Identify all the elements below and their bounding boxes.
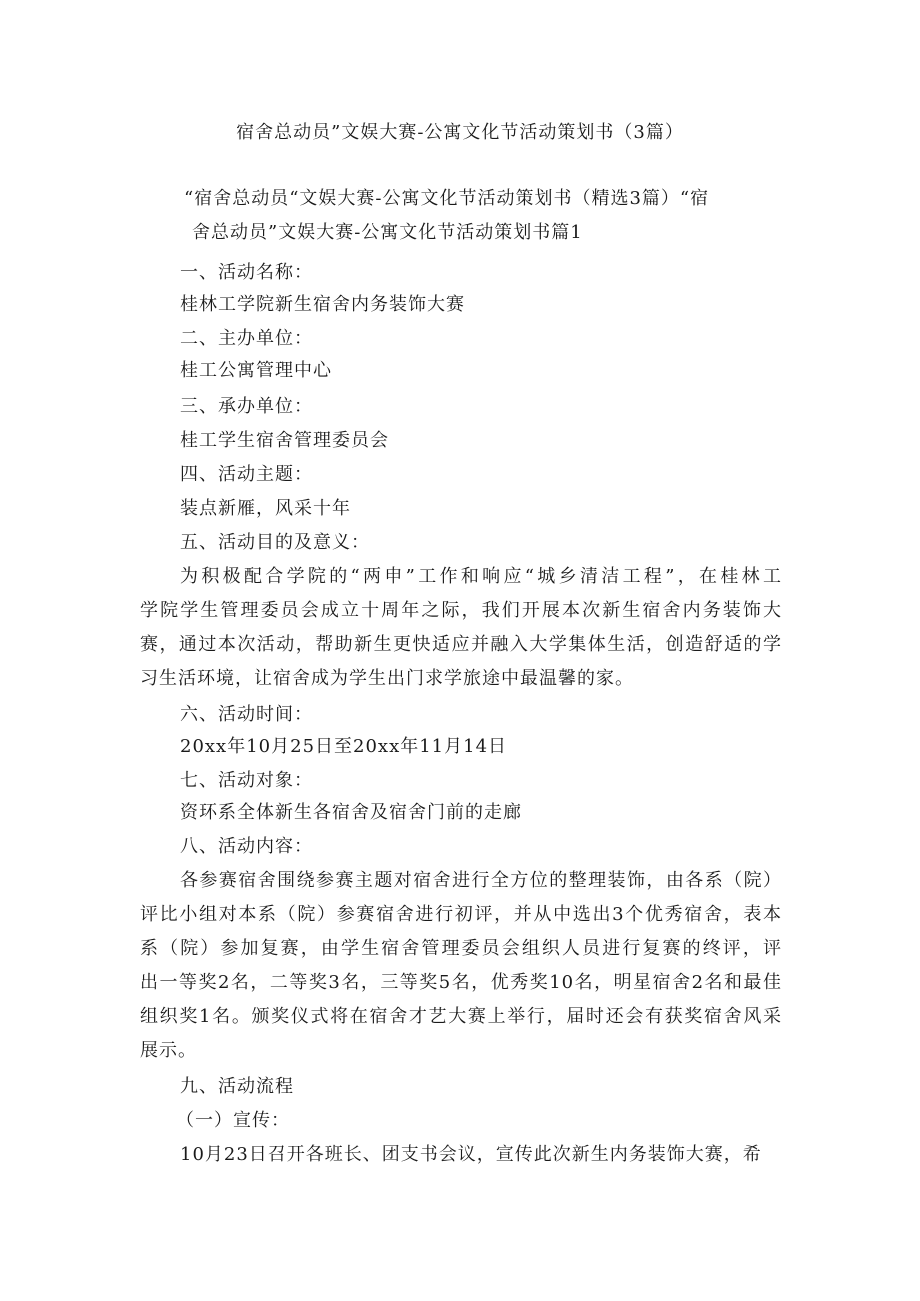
heading-participants: 七、活动对象：	[180, 770, 313, 791]
value-theme: 装点新雁，风采十年	[180, 498, 351, 519]
content-line-6: 展示。	[140, 1040, 197, 1061]
value-activity-name: 桂林工学院新生宿舍内务装饰大赛	[180, 294, 465, 315]
content-line-4: 出一等奖2名，二等奖3名，三等奖5名，优秀奖10名，明星宿舍2名和最佳	[140, 972, 782, 993]
heading-content: 八、活动内容：	[180, 836, 313, 857]
intro-paragraph	[184, 182, 784, 250]
purpose-paragraph	[140, 560, 782, 696]
value-organizer: 桂工公寓管理中心	[180, 360, 332, 381]
heading-co-organizer: 三、承办单位：	[180, 396, 313, 417]
content-paragraph	[140, 864, 782, 1068]
value-participants: 资环系全体新生各宿舍及宿舍门前的走廊	[180, 802, 522, 823]
document-title: 宿舍总动员”文娱大赛-公寓文化节活动策划书（3篇）	[236, 122, 684, 143]
content-line-1: 各参赛宿舍围绕参赛主题对宿舍进行全方位的整理装饰，由各系（院）	[180, 870, 782, 891]
intro-line-1: “宿舍总动员“文娱大赛-公寓文化节活动策划书（精选3篇）“宿	[184, 188, 710, 209]
heading-time: 六、活动时间：	[180, 704, 313, 725]
publicity-paragraph-line-1: 10月23日召开各班长、团支书会议，宣传此次新生内务装饰大赛，希	[180, 1144, 762, 1165]
value-time: 20xx年10月25日至20xx年11月14日	[180, 736, 508, 757]
heading-organizer: 二、主办单位：	[180, 328, 313, 349]
heading-purpose: 五、活动目的及意义：	[180, 532, 370, 553]
heading-activity-name: 一、活动名称：	[180, 262, 313, 283]
purpose-line-1: 为积极配合学院的“两申”工作和响应“城乡清洁工程”，在桂林工	[180, 566, 782, 587]
content-line-3: 系（院）参加复赛，由学生宿舍管理委员会组织人员进行复赛的终评，评	[140, 938, 782, 959]
heading-theme: 四、活动主题：	[180, 464, 313, 485]
content-line-5: 组织奖1名。颁奖仪式将在宿舍才艺大赛上举行，届时还会有获奖宿舍风采	[140, 1006, 782, 1027]
purpose-line-4: 习生活环境，让宿舍成为学生出门求学旅途中最温馨的家。	[140, 668, 634, 689]
purpose-line-3: 赛，通过本次活动，帮助新生更快适应并融入大学集体生活，创造舒适的学	[140, 634, 782, 655]
intro-line-2: 舍总动员”文娱大赛-公寓文化节活动策划书篇1	[192, 222, 583, 243]
heading-process: 九、活动流程	[180, 1076, 294, 1097]
subheading-publicity: （一）宣传：	[176, 1110, 290, 1131]
purpose-line-2: 学院学生管理委员会成立十周年之际，我们开展本次新生宿舍内务装饰大	[140, 600, 782, 621]
content-line-2: 评比小组对本系（院）参赛宿舍进行初评，并从中选出3个优秀宿舍，表本	[140, 904, 782, 925]
value-co-organizer: 桂工学生宿舍管理委员会	[180, 430, 389, 451]
